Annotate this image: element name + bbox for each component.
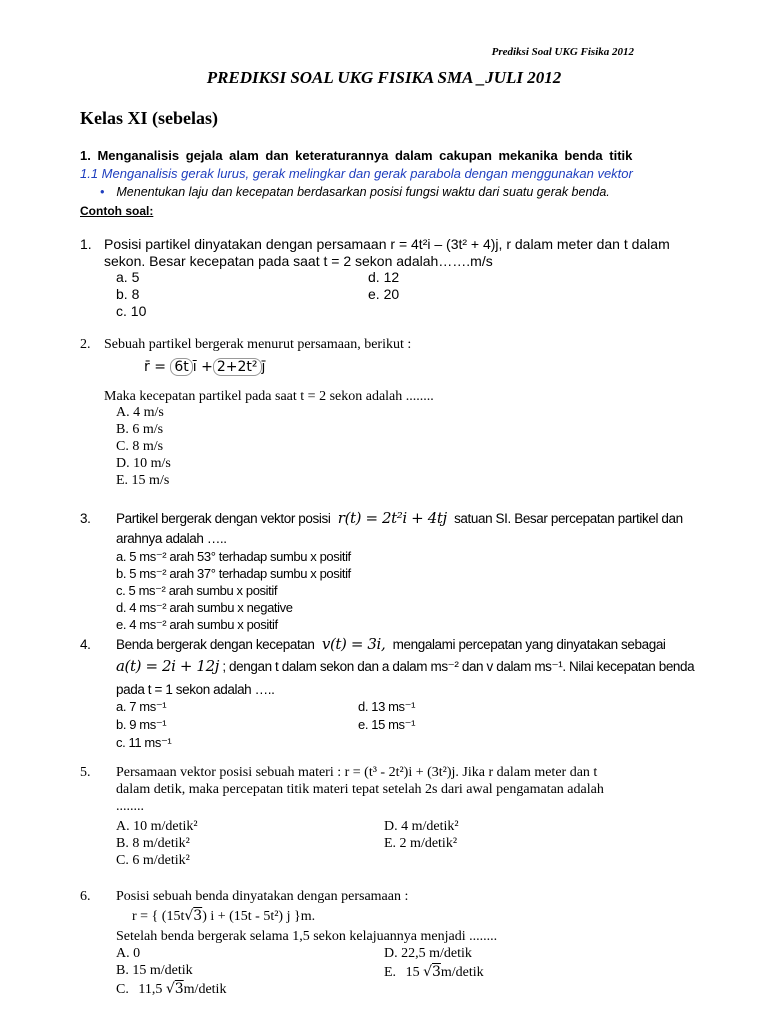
position-vector-equation: r(t) = 2t²i + 4tj <box>337 509 447 527</box>
option-c: c. 10 <box>116 303 147 319</box>
option-d: D. 22,5 m/detik <box>384 946 472 961</box>
option-e: E. 15 √3m/detik <box>384 964 484 980</box>
option-a: A. 4 m/s <box>116 405 164 420</box>
sqrt-symbol: √3 <box>423 964 441 980</box>
question-text-line: dalam detik, maka percepatan titik materi tepat setelah 2s dari awal pengamatan adalah <box>116 782 604 797</box>
question-text-line: Persamaan vektor posisi sebuah materi : r = (t³ - 2t²)i + (3t²)j. Jika r dalam meter dan t <box>116 765 598 780</box>
question-text-line: Partikel bergerak dengan vektor posisi r(t) = 2t²i + 4tj satuan SI. Besar percepatan partikel dan <box>116 509 683 527</box>
option-d: D. 4 m/detik² <box>384 819 459 834</box>
topic-heading: 1. Menganalisis gejala alam dan keteraturannya dalam cakupan mekanika benda titik <box>80 148 633 163</box>
question-text-line: ........ <box>116 799 144 814</box>
option-e: E. 2 m/detik² <box>384 836 458 851</box>
option-b: b. 5 ms⁻² arah 37° terhadap sumbu x positif <box>116 566 351 581</box>
question-number: 6. <box>80 889 91 904</box>
option-e: e. 15 ms⁻¹ <box>358 717 416 732</box>
sqrt-symbol: √3 <box>165 981 184 997</box>
question-number: 5. <box>80 765 91 780</box>
question-5 <box>80 764 720 874</box>
option-e: E. 15 m/s <box>116 473 170 488</box>
option-b: b. 9 ms⁻¹ <box>116 717 167 732</box>
option-c: C. 8 m/s <box>116 439 164 454</box>
option-b: B. 6 m/s <box>116 422 164 437</box>
question-text-line: sekon. Besar kecepatan pada saat t = 2 sekon adalah…….m/s <box>104 253 493 269</box>
question-text-line: Setelah benda bergerak selama 1,5 sekon kelajuannya menjadi ........ <box>116 929 498 944</box>
velocity-equation: v(t) = 3i, <box>321 635 386 653</box>
question-number: 4. <box>80 637 91 652</box>
question-number: 3. <box>80 511 91 526</box>
question-2 <box>80 336 720 496</box>
option-c: C. 11,5 √3m/detik <box>116 981 227 997</box>
question-1 <box>80 236 720 336</box>
option-a: a. 5 <box>116 269 140 285</box>
option-a: a. 7 ms⁻¹ <box>116 699 167 714</box>
subtopic-heading: 1.1 Menganalisis gerak lurus, gerak melingkar dan gerak parabola dengan menggunakan vektor <box>80 166 633 181</box>
question-text-line: Sebuah partikel bergerak menurut persamaan, berikut : <box>104 337 412 352</box>
question-text-line: Maka kecepatan partikel pada saat t = 2 sekon adalah ........ <box>104 389 434 404</box>
option-e: e. 20 <box>368 286 400 302</box>
question-6 <box>80 888 720 1008</box>
option-c: C. 6 m/detik² <box>116 853 190 868</box>
acceleration-equation: a(t) = 2i + 12j <box>116 657 219 675</box>
option-a: A. 0 <box>116 946 141 961</box>
running-header: Prediksi Soal UKG Fisika 2012 <box>491 46 634 58</box>
question-text-line: pada t = 1 sekon adalah ….. <box>116 682 275 697</box>
option-b: B. 8 m/detik² <box>116 836 190 851</box>
option-a: A. 10 m/detik² <box>116 819 198 834</box>
position-equation: r = { (15t√3) i + (15t - 5t²) j }m. <box>132 908 316 924</box>
class-heading: Kelas XI (sebelas) <box>80 108 218 128</box>
sqrt-symbol: √3 <box>184 908 203 924</box>
option-d: D. 10 m/s <box>116 456 171 471</box>
option-d: d. 12 <box>368 269 400 285</box>
question-number: 2. <box>80 337 91 352</box>
question-3 <box>80 510 720 638</box>
indicator-text: Menentukan laju dan kecepatan berdasarkan posisi fungsi waktu dari suatu gerak benda. <box>116 185 610 199</box>
question-number: 1. <box>80 236 92 252</box>
option-d: d. 4 ms⁻² arah sumbu x negative <box>116 600 293 615</box>
option-c: c. 11 ms⁻¹ <box>116 735 172 750</box>
option-c: c. 5 ms⁻² arah sumbu x positif <box>116 583 278 598</box>
option-e: e. 4 ms⁻² arah sumbu x positif <box>116 617 278 632</box>
option-b: b. 8 <box>116 286 140 302</box>
question-text-line: Posisi sebuah benda dinyatakan dengan persamaan : <box>116 889 409 904</box>
position-equation: r̄ = 6t ī + 2+2t² j̄ <box>144 359 266 375</box>
question-text-line: Posisi partikel dinyatakan dengan persamaan r = 4t²i – (3t² + 4)j, r dalam meter dan t dalam <box>104 236 670 252</box>
option-b: B. 15 m/detik <box>116 963 193 978</box>
option-d: d. 13 ms⁻¹ <box>358 699 416 714</box>
indicator-bullet <box>100 185 610 199</box>
example-label: Contoh soal: <box>80 204 154 218</box>
bullet-icon: • <box>100 185 105 199</box>
question-text-line: arahnya adalah ….. <box>116 531 227 546</box>
option-a: a. 5 ms⁻² arah 53° terhadap sumbu x positif <box>116 549 351 564</box>
question-text-line: a(t) = 2i + 12j ; dengan t dalam sekon dan a dalam ms⁻² dan v dalam ms⁻¹. Nilai kecepatan benda <box>116 657 695 675</box>
question-text-line: Benda bergerak dengan kecepatan v(t) = 3i, mengalami percepatan yang dinyatakan sebagai <box>116 635 666 653</box>
document-title: PREDIKSI SOAL UKG FISIKA SMA _JULI 2012 <box>206 68 562 87</box>
question-4 <box>80 636 720 754</box>
